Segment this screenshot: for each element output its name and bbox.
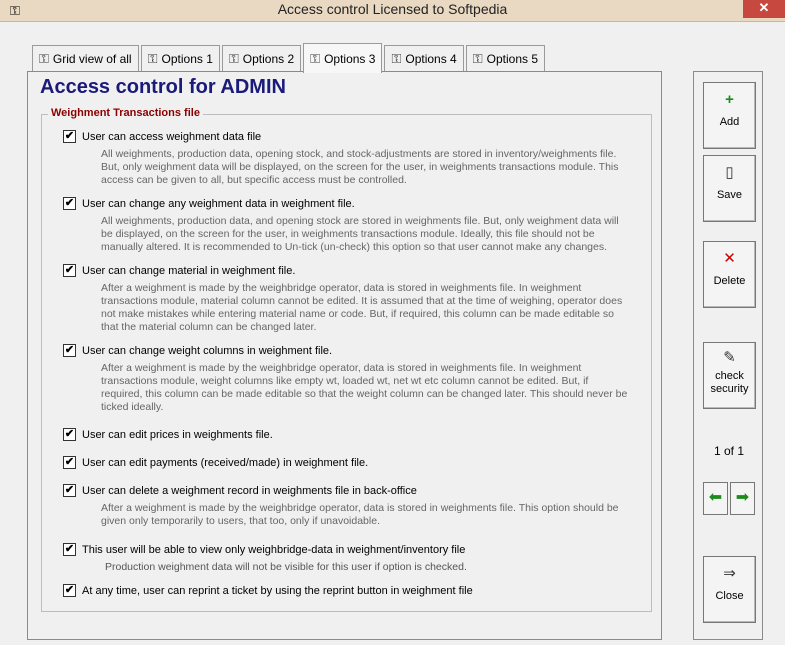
tab-label: Grid view of all <box>52 52 132 66</box>
save-button[interactable] <box>703 155 756 222</box>
option-checkbox[interactable]: ✔ <box>64 197 75 209</box>
save-button-label: Save <box>716 189 743 201</box>
option-label: User can edit prices in weighments file. <box>82 428 273 441</box>
option-change-weighment-data <box>63 197 631 254</box>
option-access-weighment-data <box>63 130 631 187</box>
add-button-label: Add <box>719 116 740 128</box>
close-icon: ⇒ <box>723 565 736 582</box>
option-description: After a weighment is made by the weighbridge operator, data is stored in weighments file. In weighment transactions module, material column cannot be edited. It is assumed that at the time of weighing, operator does not make mistakes while entering material name or code. But, if required, this column can be made editable so that the material column can be changed later. <box>101 282 623 333</box>
check-security-button[interactable] <box>703 342 756 409</box>
add-button[interactable] <box>703 82 756 149</box>
add-icon: + <box>725 91 734 108</box>
app-icon: ⚿ <box>10 3 20 18</box>
option-label: User can change weight columns in weighment file. <box>82 344 333 357</box>
next-record-button[interactable] <box>730 482 755 515</box>
tab-label: Options 5 <box>486 52 539 66</box>
client-area <box>0 22 785 645</box>
option-checkbox[interactable]: ✔ <box>64 543 75 555</box>
option-view-weighbridge-data-only <box>63 543 467 573</box>
tab-options-2[interactable] <box>222 45 301 72</box>
option-description: All weighments, production data, opening stock, and stock-adjustments are stored in inventory/weighments file. But, only weighment data will be displayed, on the screen for the user, in weighments transactions module. This access can be given to all, but specific access must be controlled. <box>101 148 619 186</box>
option-label: User can change material in weighment file. <box>82 264 296 277</box>
option-checkbox[interactable]: ✔ <box>64 484 75 496</box>
weighment-transactions-group <box>41 107 652 612</box>
tab-grid-view[interactable] <box>32 45 139 72</box>
group-legend: Weighment Transactions file <box>48 107 203 119</box>
option-label: User can change any weighment data in weighment file. <box>82 197 355 210</box>
tab-label: Options 2 <box>242 52 295 66</box>
delete-button[interactable] <box>703 241 756 308</box>
option-label: At any time, user can reprint a ticket by using the reprint button in weighment file <box>82 584 473 597</box>
option-reprint-ticket <box>63 584 473 597</box>
tab-key-icon: ⚿ <box>310 50 321 66</box>
tab-options-5[interactable] <box>466 45 545 72</box>
check-security-label-1: check <box>715 370 744 382</box>
tab-options-4[interactable] <box>384 45 463 72</box>
option-edit-prices <box>63 428 273 441</box>
tab-key-icon: ⚿ <box>472 51 483 66</box>
close-button[interactable] <box>703 556 756 623</box>
tab-label: Options 3 <box>324 51 376 66</box>
delete-icon: ✕ <box>723 250 736 267</box>
record-pager: 1 of 1 <box>713 444 745 458</box>
option-change-material <box>63 264 631 334</box>
page-title: Access control for ADMIN <box>40 76 286 98</box>
save-icon: ▯ <box>725 164 734 181</box>
prev-arrow-icon: ⬅ <box>708 489 723 506</box>
option-checkbox[interactable]: ✔ <box>64 130 75 142</box>
action-sidebar <box>693 71 763 640</box>
option-label: User can edit payments (received/made) in weighment file. <box>82 456 369 469</box>
tab-key-icon: ⚿ <box>228 51 239 66</box>
check-security-label-2: security <box>710 383 749 395</box>
option-label: User can access weighment data file <box>82 130 262 143</box>
tab-key-icon: ⚿ <box>147 51 158 66</box>
title-bar <box>0 0 785 22</box>
option-change-weight-columns <box>63 344 631 414</box>
tab-strip <box>32 42 547 72</box>
window-title: Access control Licensed to Softpedia <box>277 1 508 17</box>
option-description: After a weighment is made by the weighbridge operator, data is stored in weighments file. This option should be given only temporarily to users, that too, only if unavoidable. <box>101 502 619 527</box>
option-label: User can delete a weighment record in weighments file in back-office <box>82 484 417 497</box>
option-checkbox[interactable]: ✔ <box>64 344 75 356</box>
options-panel <box>27 71 662 640</box>
option-checkbox[interactable]: ✔ <box>64 584 75 596</box>
tab-key-icon: ⚿ <box>391 51 402 66</box>
option-checkbox[interactable]: ✔ <box>64 428 75 440</box>
next-arrow-icon: ➡ <box>735 489 750 506</box>
close-button-label: Close <box>715 590 744 602</box>
option-checkbox[interactable]: ✔ <box>64 264 75 276</box>
tab-key-icon: ⚿ <box>39 51 49 66</box>
option-description: All weighments, production data, and opening stock are stored in weighments file. But, only weighment data will be displayed, on the screen for the user, in weighments transactions module. Ideally, this file should not be manually altered. It is recommended to Un-tick (un-check) this option so that user cannot make any changes. <box>101 215 619 253</box>
close-window-icon[interactable]: ✕ <box>743 0 785 18</box>
option-edit-payments <box>63 456 368 469</box>
option-description: After a weighment is made by the weighbridge operator, data is stored in weighments file. In weighment transactions module, weight columns like empty wt, loaded wt, net wt etc column cannot be edited. But, if required, this column can be made editable so that the weight column can be changed later. This should never be ticked ideally. <box>101 362 628 413</box>
option-label: This user will be able to view only weighbridge-data in weighment/inventory file <box>82 543 466 556</box>
delete-button-label: Delete <box>713 275 746 287</box>
tab-label: Options 1 <box>161 52 213 66</box>
prev-record-button[interactable] <box>703 482 728 515</box>
check-security-icon: ✎ <box>723 349 736 366</box>
option-delete-record <box>63 484 631 528</box>
option-checkbox[interactable]: ✔ <box>64 456 75 468</box>
tab-label: Options 4 <box>405 52 457 66</box>
tab-options-3[interactable] <box>303 43 382 73</box>
option-note: Production weighment data will not be visible for this user if option is checked. <box>105 561 467 573</box>
tab-options-1[interactable] <box>141 45 220 72</box>
